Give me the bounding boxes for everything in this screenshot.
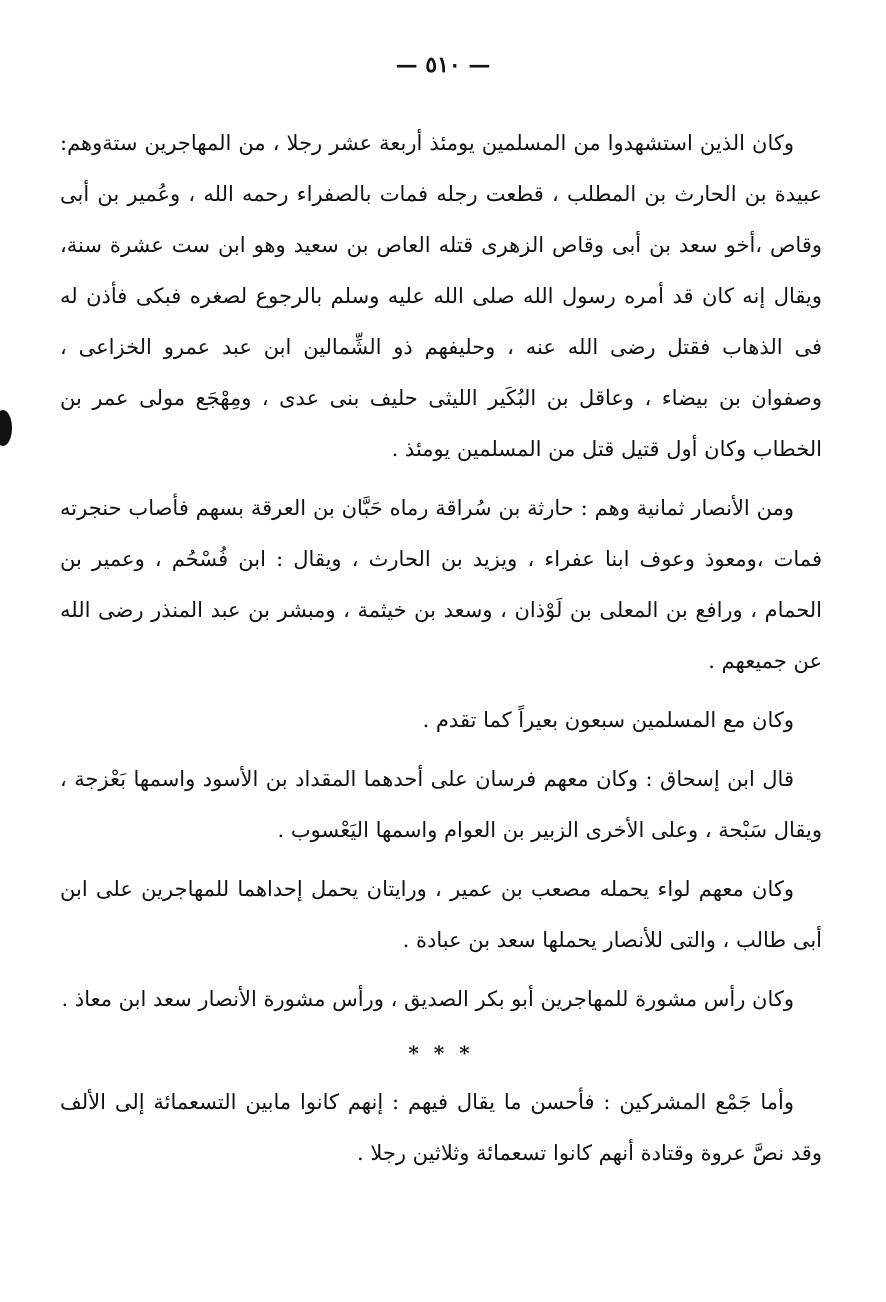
body-text xyxy=(60,118,822,1187)
binding-edge-mark xyxy=(0,410,12,446)
section-separator: * * * xyxy=(408,1041,474,1065)
paragraph-banners: وكان معهم لواء يحمله مصعب بن عمير ، ورايتان يحمل إحداهما للمهاجرين على ابن أبى طالب ، والتى للأنصار يحملها سعد بن عبادة . xyxy=(60,877,822,952)
paragraph-martyrs-muhajirin: وكان الذين استشهدوا من المسلمين يومئذ أربعة عشر رجلا ، من المهاجرين ستةوهم: عبيدة بن الحارث بن المطلب ، قطعت رجله فمات بالصفراء رحمه الله ، وعُمير بن أبى وقاص ،أخو سعد بن أبى وقاص الزهرى قتله العاص بن سعيد وهو ابن ست عشرة سنة، ويقال إنه كان قد أمره رسول الله صلى الله عليه وسلم بالرجوع لصغره فبكى فأذن له فى الذهاب فقتل رضى الله عنه ، وحليفهم ذو الشِّمالين ابن عبد عمرو الخزاعى ، وصفوان بن بيضاء ، وعاقل بن البُكَير الليثى حليف بنى عدى ، ومِهْجَع مولى عمر بن الخطاب وكان أول قتيل قتل من المسلمين يومئذ . xyxy=(60,131,822,461)
paragraph-council: وكان رأس مشورة للمهاجرين أبو بكر الصديق ، ورأس مشورة الأنصار سعد ابن معاذ . xyxy=(61,987,794,1011)
paragraph-mushrikin-count: وأما جَمْع المشركين : فأحسن ما يقال فيهم : إنهم كانوا مابين التسعمائة إلى الألف وقد نصَّ عروة وقتادة أنهم كانوا تسعمائة وثلاثين رجلا . xyxy=(60,1090,822,1165)
page-number: — ٥١٠ — xyxy=(395,52,491,78)
paragraph-martyrs-ansar: ومن الأنصار ثمانية وهم : حارثة بن سُراقة رماه حَبَّان بن العرقة بسهم فأصاب حنجرته فمات ،ومعوذ وعوف ابنا عفراء ، ويزيد بن الحارث ، ويقال : ابن فُسْحُم ، وعمير بن الحمام ، ورافع بن المعلى بن لَوْذان ، وسعد بن خيثمة ، ومبشر بن عبد المنذر رضى الله عن جميعهم . xyxy=(60,496,822,673)
paragraph-horses: قال ابن إسحاق : وكان معهم فرسان على أحدهما المقداد بن الأسود واسمها بَعْزجة ، ويقال سَبْحة ، وعلى الأخرى الزبير بن العوام واسمها اليَعْسوب . xyxy=(60,767,822,842)
paragraph-camels: وكان مع المسلمين سبعون بعيراً كما تقدم . xyxy=(422,708,794,732)
